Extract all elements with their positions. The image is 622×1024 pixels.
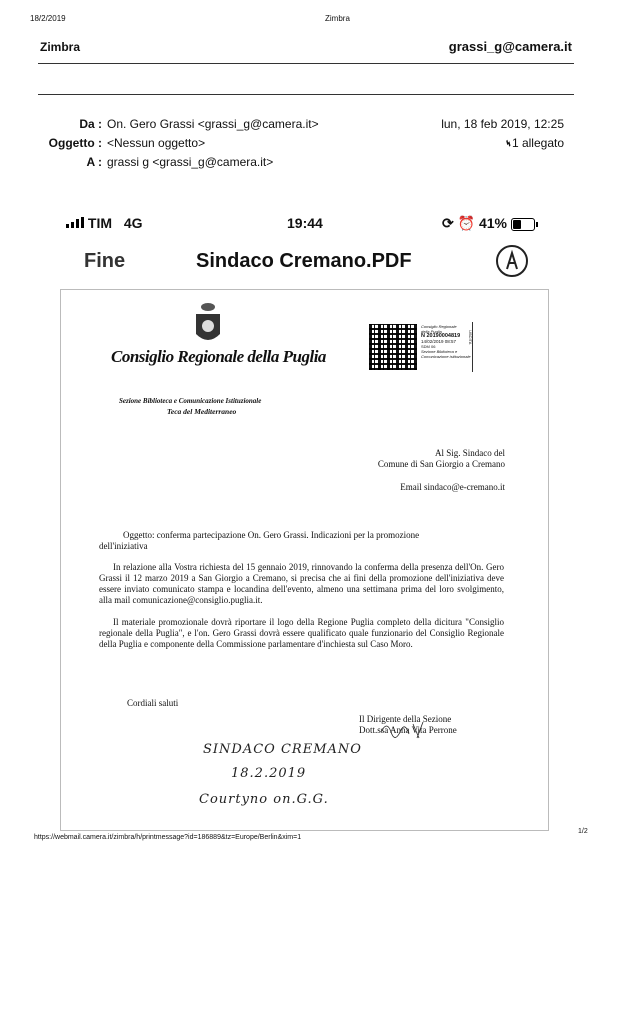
done-button[interactable]: Fine — [84, 250, 126, 272]
subject-label: Oggetto : — [48, 136, 102, 150]
subject-line: Oggetto: conferma partecipazione On. Gero Grassi. Indicazioni per la promozione — [123, 530, 420, 540]
attachment-link[interactable] — [500, 135, 564, 151]
paperclip-icon: ⌁ — [500, 135, 516, 151]
divider — [38, 94, 574, 95]
protocol-number: N 20190004819 — [421, 333, 461, 339]
print-date: 18/2/2019 — [30, 14, 66, 23]
teca-name: Teca del Mediterraneo — [167, 407, 237, 416]
attachment-count: 1 allegato — [511, 136, 564, 150]
message-date: lun, 18 feb 2019, 12:25 — [441, 117, 564, 131]
divider — [38, 63, 574, 64]
paragraph-1 — [99, 562, 504, 606]
from-label: Da : — [79, 117, 102, 131]
handwritten-note-3: Courtyno on.G.G. — [199, 792, 329, 807]
qr-code-icon — [369, 324, 417, 370]
email-link[interactable]: sindaco@e-cremano.it — [423, 482, 505, 492]
paragraph-2: Il materiale promozionale dovrà riportare il logo della Regione Puglia completo della dicitura "Consiglio regionale della Puglia", e l'on. Gero Grassi dovrà essere qualificato quale funzionario del Consiglio Regionale della Puglia e componente della Commissione parlamentare d'inchiesta sul Caso Moro. — [99, 617, 504, 649]
to-label: A : — [86, 155, 102, 169]
subject-value: <Nessun oggetto> — [107, 136, 206, 150]
user-email: grassi_g@camera.it — [448, 39, 572, 54]
signer-role: Il Dirigente della Sezione — [359, 714, 452, 724]
network: 4G — [123, 215, 143, 231]
closing: Cordiali saluti — [127, 698, 179, 708]
handwritten-note-1: SINDACO CREMANO — [203, 742, 362, 757]
page-number: 1/2 — [578, 828, 588, 835]
signer-name: Dott.ssa Anna Vita Perrone — [359, 725, 457, 735]
print-url: https://webmail.camera.it/zimbra/h/printmessage?id=186889&tz=Europe/Berlin&xim=1 — [34, 834, 302, 841]
letter-subject — [99, 530, 509, 552]
stamp-line: Sezione Biblioteca e — [421, 349, 458, 354]
stamp-side: USCITA — [468, 330, 473, 345]
status-left — [66, 215, 143, 231]
alarm-icon: ⏰ — [457, 215, 476, 231]
markup-icon[interactable] — [496, 245, 528, 277]
stamp-line: della Puglia — [421, 329, 442, 334]
recipient-line: Comune di San Giorgio a Cremano — [377, 459, 505, 469]
from-value[interactable]: On. Gero Grassi <grassi_g@camera.it> — [107, 117, 319, 131]
status-right — [442, 215, 535, 232]
signal-icon — [66, 215, 84, 231]
carrier: TIM — [87, 215, 112, 231]
clock: 19:44 — [287, 215, 323, 231]
print-title: Zimbra — [325, 14, 350, 23]
recipient-email — [400, 482, 505, 493]
recipient-line: Al Sig. Sindaco del — [435, 448, 505, 458]
document-title: Sindaco Cremano.PDF — [196, 250, 412, 272]
coat-of-arms-icon — [193, 302, 223, 351]
battery-percent: 41% — [478, 215, 507, 231]
lock-rotation-icon: ⟳ — [442, 215, 454, 231]
app-name: Zimbra — [40, 40, 81, 54]
stamp-line: Consiglio Regionale — [421, 324, 457, 329]
paragraph-text: In relazione alla Vostra richiesta del 15 gennaio 2019, rinnovando la conferma della presenza dell'On. Gero Grassi il 12 marzo 2019 a San Giorgio a Cremano, si precisa che ai fini della promozione dell'iniziativa deve essere inviato comunicato stampa e locandina dell'evento, almeno una settimana prima del loro svolgimento, alla mail — [99, 562, 504, 605]
protocol-date: 14/02/2019 08:57 — [421, 339, 457, 344]
stamp-line: Comunicazione istituzionale — [421, 354, 471, 359]
subject-line: dell'iniziativa — [99, 541, 148, 551]
letter-page — [60, 289, 549, 831]
signature-scribble-icon — [379, 718, 429, 745]
paragraph-end: . — [260, 595, 263, 605]
battery-icon — [511, 218, 535, 231]
recipient — [378, 448, 505, 470]
to-value[interactable]: grassi g <grassi_g@camera.it> — [107, 155, 274, 169]
handwritten-note-2: 18.2.2019 — [231, 766, 307, 781]
email-label: Email — [400, 482, 422, 492]
institution-logo-text: Consiglio Regionale della Puglia — [111, 347, 326, 366]
stamp-code: SDM 06 — [421, 344, 436, 349]
press-email-link[interactable]: comunicazione@consiglio.puglia.it — [132, 595, 261, 605]
section-name: Sezione Biblioteca e Comunicazione Istituzionale — [119, 397, 262, 405]
